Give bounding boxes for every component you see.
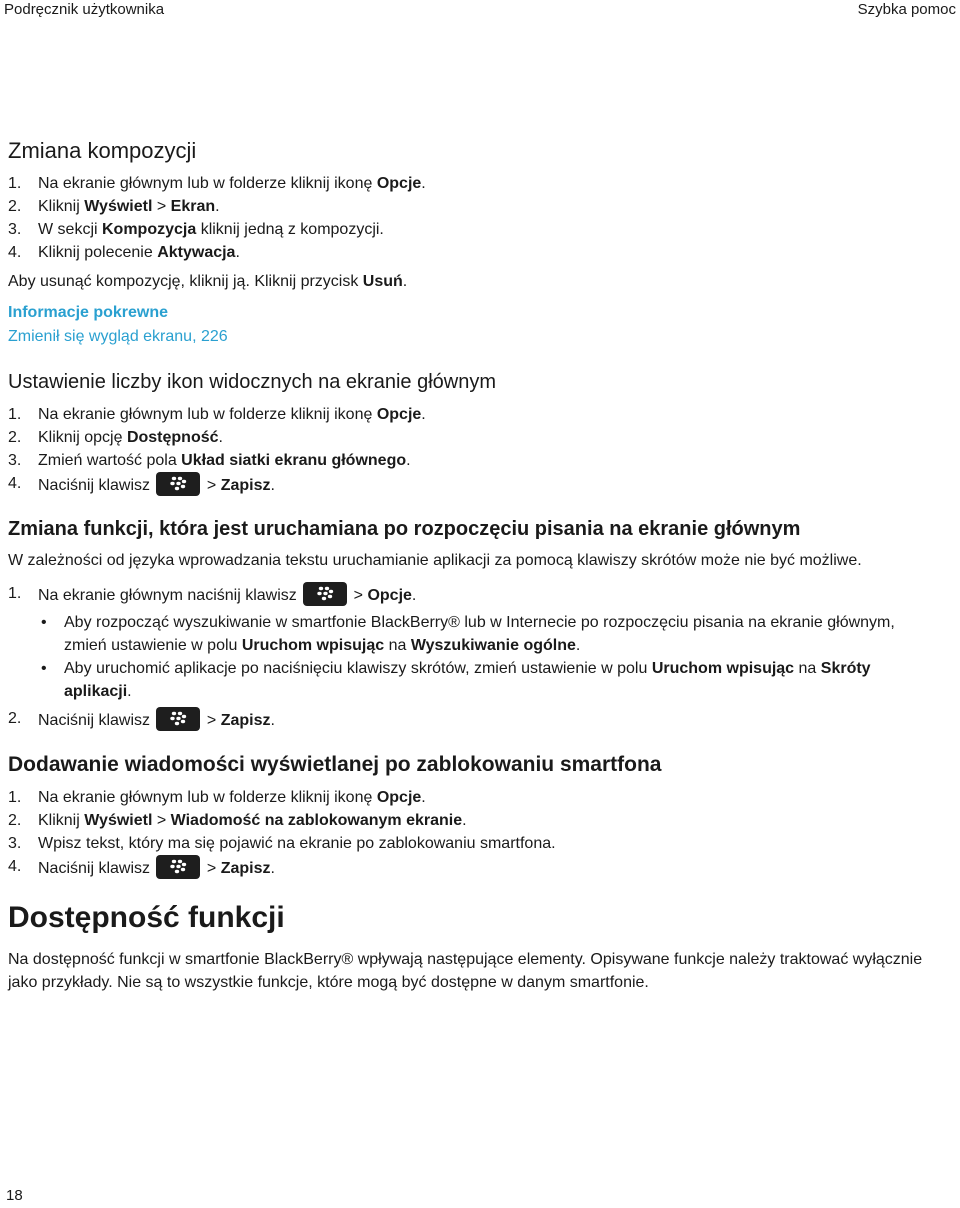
blackberry-menu-key-icon <box>156 707 200 731</box>
step-text: . <box>235 244 240 261</box>
section-heading: Ustawienie liczby ikon widocznych na ekranie głównym <box>8 371 496 393</box>
section-heading: Zmiana funkcji, która jest uruchamiana po rozpoczęciu pisania na ekranie głównym <box>8 518 801 540</box>
remove-theme-note <box>8 270 938 293</box>
step-bold: Wyświetl <box>84 198 153 215</box>
list-item <box>8 218 938 241</box>
blackberry-menu-key-icon <box>156 472 200 496</box>
list-item <box>8 611 938 657</box>
note-text: . <box>402 273 408 290</box>
step-bold: Zapisz <box>220 860 271 877</box>
step-text: Na ekranie głównym lub w folderze kliknij ikonę <box>38 175 377 192</box>
list-item <box>8 172 938 195</box>
step-text: Wpisz tekst, który ma się pojawić na ekranie po zablokowaniu smartfona. <box>38 835 556 852</box>
list-item <box>8 195 938 218</box>
blackberry-menu-key-icon <box>303 582 347 606</box>
bullet: • <box>41 614 47 631</box>
step-text: Naciśnij klawisz <box>38 477 155 494</box>
related-link[interactable]: Zmienił się wygląd ekranu, 226 <box>8 328 228 345</box>
bullet-text: na <box>384 637 411 654</box>
bullet: • <box>41 660 47 677</box>
step-text: > <box>202 712 221 729</box>
list-item <box>8 582 938 607</box>
list-item <box>8 403 938 426</box>
step-text: Naciśnij klawisz <box>38 712 155 729</box>
step-number: 2. <box>8 429 22 446</box>
list-item <box>8 855 938 880</box>
list-item <box>8 241 938 264</box>
step-text: > <box>202 477 221 494</box>
section-title: Szybka pomoc <box>857 1 956 18</box>
step-text: Na ekranie głównym naciśnij klawisz <box>38 587 302 604</box>
bullet-text: . <box>127 683 132 700</box>
bullet-text: Aby rozpocząć wyszukiwanie w smartfonie BlackBerry® lub w Internecie po rozpoczęciu pisania na ekranie głównym, zmień ustawienie w polu <box>64 614 895 654</box>
step-bold: Dostępność <box>126 429 219 446</box>
step-number: 1. <box>8 585 22 602</box>
step-number: 2. <box>8 812 22 829</box>
section-change-theme <box>8 136 938 349</box>
bullet-bold: Skróty aplikacji <box>64 660 871 700</box>
step-text: . <box>462 812 467 829</box>
step-text: > <box>202 860 221 877</box>
step-text: . <box>270 477 275 494</box>
section-icon-count <box>8 367 938 497</box>
list-item <box>8 472 938 497</box>
steps-list <box>8 707 938 732</box>
step-text: . <box>215 198 220 215</box>
chapter-intro: Na dostępność funkcji w smartfonie BlackBerry® wpływają następujące elementy. Opisywane funkcje należy traktować wyłącznie jako przykłady. Nie są to wszystkie funkcje, które mogą być dostępne w danym smartfonie. <box>8 951 923 991</box>
bullet-bold: Wyszukiwanie ogólne <box>410 637 576 654</box>
step-text: . <box>270 712 275 729</box>
step-text: . <box>411 587 417 604</box>
list-item <box>8 426 938 449</box>
step-text: . <box>421 406 426 423</box>
step-number: 4. <box>8 858 22 875</box>
step-text: Kliknij polecenie <box>38 244 158 261</box>
page-header <box>0 0 960 20</box>
step-text: Kliknij <box>38 198 85 215</box>
step-text: > <box>152 198 171 215</box>
bullet-text: . <box>575 637 581 654</box>
step-number: 2. <box>8 710 22 727</box>
step-text: Kliknij opcję <box>38 429 127 446</box>
list-item <box>8 657 938 703</box>
step-number: 1. <box>8 406 22 423</box>
related-info-title: Informacje pokrewne <box>8 304 169 321</box>
list-item <box>8 707 938 732</box>
step-number: 3. <box>8 835 22 852</box>
step-bold: Układ siatki ekranu głównego <box>181 452 407 469</box>
section-typing-function <box>8 515 938 732</box>
intro-text: W zależności od języka wprowadzania tekstu uruchamianie aplikacji za pomocą klawiszy skrótów może nie być możliwe. <box>8 552 862 569</box>
step-bold: Opcje <box>376 406 422 423</box>
section-feature-availability <box>8 898 938 994</box>
section-heading: Zmiana kompozycji <box>8 138 197 163</box>
step-text: . <box>421 175 426 192</box>
list-item <box>8 832 938 855</box>
step-bold: Zapisz <box>220 712 271 729</box>
step-text: Na ekranie głównym lub w folderze kliknij ikonę <box>38 406 377 423</box>
step-text: Na ekranie głównym lub w folderze kliknij ikonę <box>38 789 377 806</box>
bullet-text: na <box>794 660 821 677</box>
step-text: Naciśnij klawisz <box>38 860 155 877</box>
bullet-bold: Uruchom wpisując <box>241 637 385 654</box>
step-text: . <box>421 789 426 806</box>
step-bold: Opcje <box>376 789 422 806</box>
note-text: Aby usunąć kompozycję, kliknij ją. Kliknij przycisk <box>8 273 363 290</box>
step-bold: Opcje <box>376 175 422 192</box>
step-number: 1. <box>8 789 22 806</box>
steps-list <box>8 403 938 497</box>
step-number: 2. <box>8 198 22 215</box>
step-bold: Wyświetl <box>84 812 153 829</box>
step-text: Kliknij <box>38 812 85 829</box>
bullet-bold: Uruchom wpisując <box>651 660 795 677</box>
step-text: . <box>270 860 275 877</box>
bullet-text: Aby uruchomić aplikacje po naciśnięciu klawiszy skrótów, zmień ustawienie w polu <box>64 660 652 677</box>
list-item <box>8 809 938 832</box>
manual-title: Podręcznik użytkownika <box>4 1 165 18</box>
steps-list <box>8 172 938 264</box>
step-bold: Wiadomość na zablokowanym ekranie <box>170 812 463 829</box>
step-bold: Aktywacja <box>157 244 236 261</box>
step-text: > <box>152 812 171 829</box>
related-info <box>8 301 938 349</box>
step-text: Zmień wartość pola <box>38 452 182 469</box>
step-number: 1. <box>8 175 22 192</box>
step-text: > <box>349 587 368 604</box>
list-item <box>8 786 938 809</box>
bullet-list <box>8 611 938 703</box>
step-bold: Ekran <box>170 198 216 215</box>
section-lock-message <box>8 750 938 880</box>
step-number: 3. <box>8 452 22 469</box>
note-bold: Usuń <box>362 273 403 290</box>
step-number: 4. <box>8 475 22 492</box>
step-number: 3. <box>8 221 22 238</box>
page-content <box>8 136 938 1012</box>
steps-list <box>8 582 938 607</box>
blackberry-menu-key-icon <box>156 855 200 879</box>
step-text: kliknij jedną z kompozycji. <box>196 221 384 238</box>
step-bold: Kompozycja <box>102 221 197 238</box>
steps-list <box>8 786 938 880</box>
page-number: 18 <box>6 1187 23 1204</box>
section-heading: Dodawanie wiadomości wyświetlanej po zablokowaniu smartfona <box>8 753 662 776</box>
step-bold: Zapisz <box>220 477 271 494</box>
step-text: . <box>218 429 223 446</box>
step-bold: Opcje <box>367 587 412 604</box>
step-text: . <box>406 452 411 469</box>
chapter-heading: Dostępność funkcji <box>8 901 285 934</box>
step-number: 4. <box>8 244 22 261</box>
step-text: W sekcji <box>38 221 102 238</box>
list-item <box>8 449 938 472</box>
